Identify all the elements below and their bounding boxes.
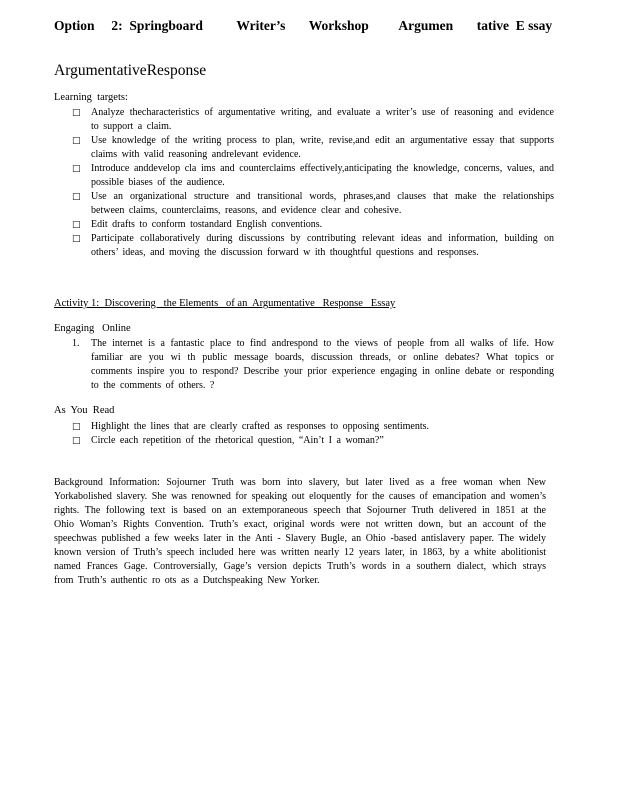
list-item: □ Participate collaboratively during discussions by contributing relevant ideas and information, building on others’ ideas, and moving the discussion forward w ith thoughtful questions and responses.	[72, 233, 554, 258]
background-paragraph: Background Information: Sojourner Truth was born into slavery, but later lived as a free woman when New Yorkabolished slavery. She was renowned for speaking out eloquently for the causes of emancipation and women’s rights. The following text is based on an extemporaneous speech that Sojourner Truth delivered in 1851 at the Ohio Woman’s Rights Convention. Truth’s exact, original words were not written down, but an account of the speechwas published a few weeks later in the Anti - Slavery Bugle, an Ohio -based antislavery paper. The widely known version of Truth’s speech included here was written nearly 12 years later, in 1863, by a white abolitionist named Frances Gage. Controversially, Gage’s version depicts Truth’s words in a southern dialect, which strays from Truth’s authentic ro ots as a Dutchspeaking New Yorker.	[54, 477, 546, 586]
list-item: □ Introduce anddevelop cla ims and counterclaims effectively,anticipating the knowledge, concerns, values, and possible biases of the audience.	[72, 163, 554, 188]
learning-targets-list	[54, 106, 554, 260]
as-you-read-list	[54, 420, 554, 448]
engaging-online-label: Engaging Online	[54, 323, 131, 334]
checkbox-bullet-icon: □	[72, 220, 81, 230]
list-item: □ Edit drafts to conform tostandard English conventions.	[72, 219, 323, 230]
list-number: 1.	[72, 338, 80, 349]
checkbox-bullet-icon: □	[72, 164, 81, 174]
learning-targets-label: Learning targets:	[54, 92, 128, 103]
list-item: □ Use an organizational structure and transitional words, phrases,and clauses that make the relationships between claims, counterclaims, reasons, and evidence clear and cohesive.	[72, 191, 554, 216]
activity-title: Activity 1: Discovering the Elements of an Argumentative Response Essay	[54, 298, 396, 309]
page-header: Option 2: Springboard Writer’s Workshop Argumen tative E ssay	[54, 18, 553, 33]
checkbox-bullet-icon: □	[72, 108, 81, 118]
section-title: ArgumentativeResponse	[54, 62, 207, 79]
checkbox-bullet-icon: □	[72, 136, 81, 146]
list-item: 1. The internet is a fantastic place to find andrespond to the views of people from all walks of life. How familiar are you wi th public message boards, discussion threads, or online debates? What topics or comments inspire you to respond? Describe your prior experience engaging in online debate or responding to the comments of others. ?	[72, 338, 554, 391]
as-you-read-label: As You Read	[54, 405, 115, 416]
checkbox-bullet-icon: □	[72, 436, 81, 446]
list-item: □ Circle each repetition of the rhetorical question, “Ain’t I a woman?”	[72, 435, 384, 446]
checkbox-bullet-icon: □	[72, 234, 81, 244]
list-item: □ Use knowledge of the writing process to plan, write, revise,and edit an argumentative essay that supports claims with valid reasoning andrelevant evidence.	[72, 135, 554, 160]
checkbox-bullet-icon: □	[72, 192, 81, 202]
list-item: □ Analyze thecharacteristics of argumentative writing, and evaluate a writer’s use of reasoning and evidence to support a claim.	[72, 107, 554, 132]
list-item: □ Highlight the lines that are clearly crafted as responses to opposing sentiments.	[72, 421, 430, 432]
engaging-online-list	[54, 337, 554, 393]
checkbox-bullet-icon: □	[72, 422, 81, 432]
